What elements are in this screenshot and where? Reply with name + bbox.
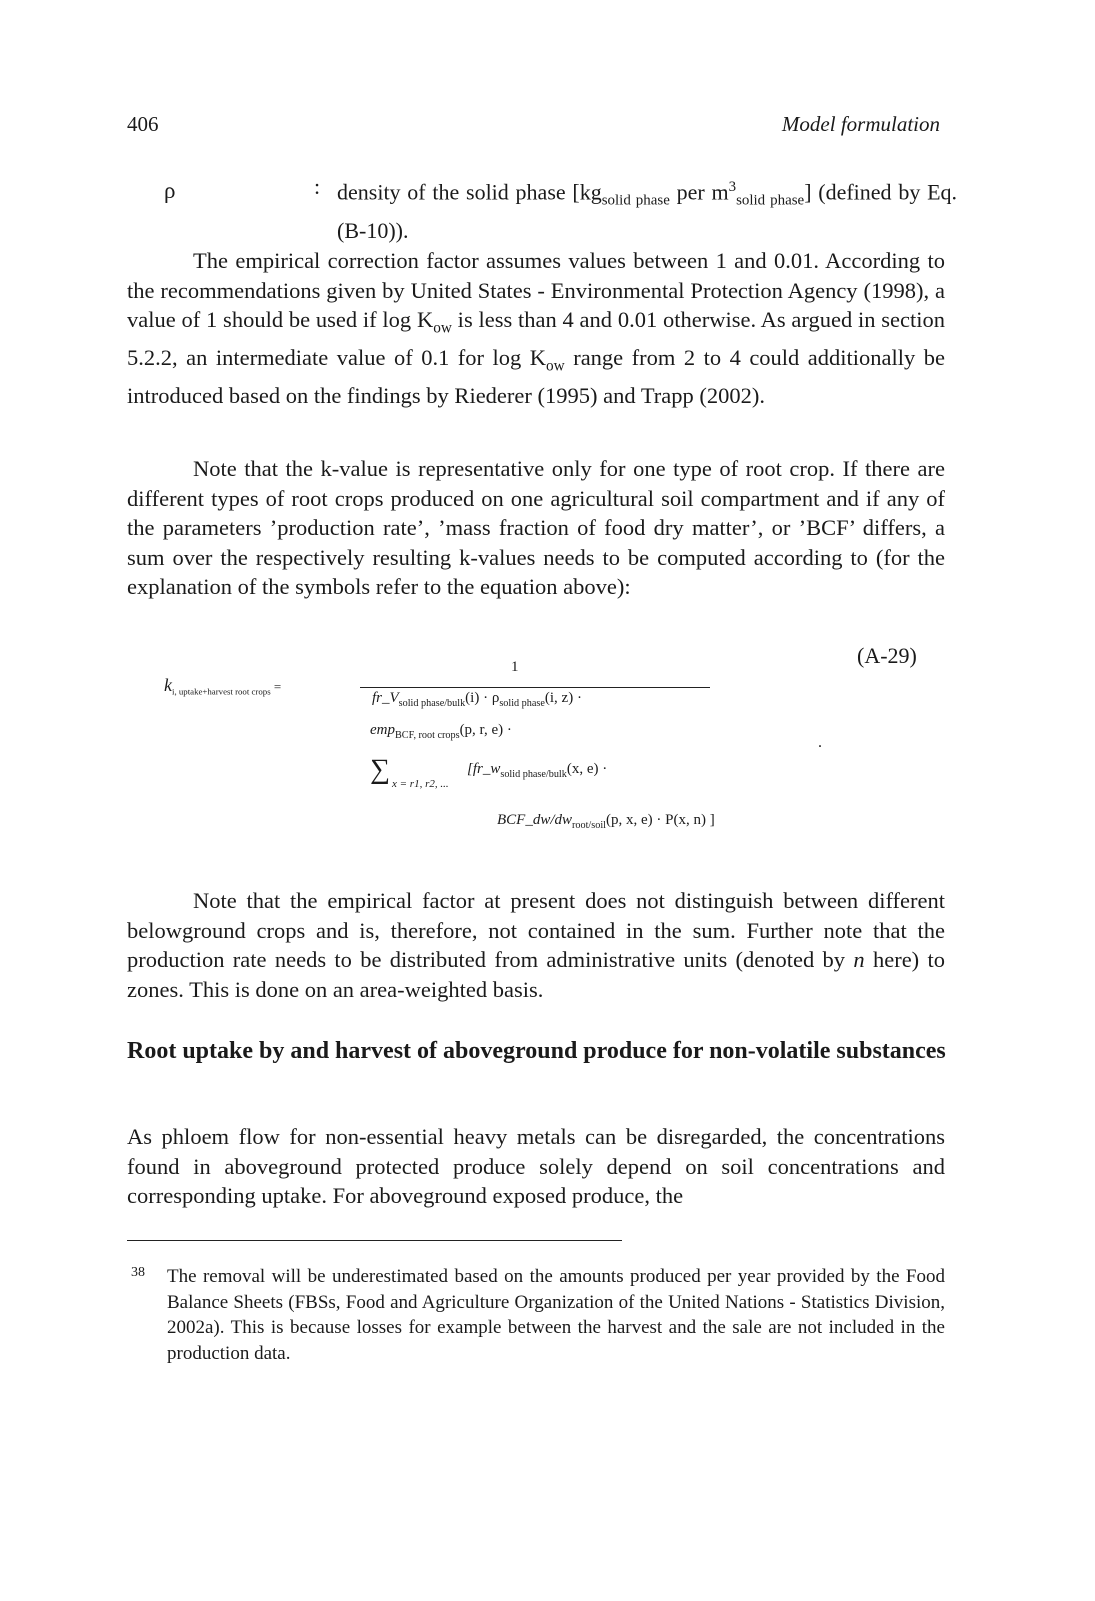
summation-symbol: ∑ <box>370 754 390 785</box>
footnote-mark: 38 <box>131 1265 145 1280</box>
equation-label: (A-29) <box>857 643 917 668</box>
equation-bcf-term: $BCF\_dw/dw_{root/soil}(p$, x, e) · P(x, n) ] <box>497 812 715 831</box>
page-number: 406 <box>127 112 159 136</box>
paragraph-empirical-factor: Note that the empirical factor at present does not distinguish between different belowground crops and is, therefore, not contained in the sum. Further note that the production rate needs to be distributed from administrative units (denoted by n here) to zones. This is done on an area-weighted basis. <box>127 888 945 1002</box>
paragraph-phloem-flow: As phloem flow for non-essential heavy metals can be disregarded, the concentrations found in aboveground protected produce solely depend on soil concentrations and corresponding uptake. For aboveground exposed produce, the <box>127 1124 945 1208</box>
summation-index: x = r1, r2, ... <box>392 778 449 790</box>
equation-sum-term: [$fr\_w_{solid phase/bulk}(x$, e) · <box>467 761 608 780</box>
definition-text: density of the solid phase [$kg_{solid phase}$ per $m^3_{solid phase}$] (defined by Eq. (B-10)). <box>337 179 958 243</box>
definition-colon: : <box>314 174 321 199</box>
running-head: Model formulation <box>781 112 940 136</box>
equation-emp-term: emp$_{BCF, root crops}$(p, r, e) · <box>370 722 512 741</box>
equation-lhs: $k_{i, uptake+harvest root crops}$ = <box>164 675 282 697</box>
fraction-bar <box>360 687 710 688</box>
equation-denominator: $fr\_V_{solid phase/bulk}(i) \cdot \rho_{solid phase}(i$, z) · <box>372 690 582 709</box>
equation-trailing-dot: . <box>818 734 822 751</box>
footnote-text: The removal will be underestimated based on the amounts produced per year provided by the Food Balance Sheets (FBSs, Food and Agriculture Organization of the United Nations - Statistics Division, 2002a). This is because losses for example between the harvest and the sale are not included in the production data. <box>167 1266 945 1364</box>
section-heading: Root uptake by and harvest of aboveground produce for non-volatile substances <box>127 1038 946 1064</box>
paragraph-k-value: Note that the k-value is representative only for one type of root crop. If there are different types of root crops produced on one agricultural soil compartment and if any of the parameters ’production rate’, ’mass fraction of food dry matter’, or ’BCF’ differs, a sum over the respectively resulting k-values needs to be computed according to (for the explanation of the symbols refer to the equation above): <box>127 456 945 599</box>
paragraph-correction-factor: The empirical correction factor assumes values between 1 and 0.01. According to the recommendations given by United States - Environmental Protection Agency (1998), a value of 1 should be used if $\log K_{ow}$ is less than 4 and 0.01 otherwise. As argued in section 5.2.2, an intermediate value of 0.1 for $\log K_{ow}$ range from 2 to 4 could additionally be introduced based on the findings by Riederer (1995) and Trapp (2002). <box>127 248 946 408</box>
equation-numerator: 1 <box>511 659 519 675</box>
footnote-rule <box>127 1240 622 1241</box>
definition-symbol: ρ <box>164 178 176 203</box>
